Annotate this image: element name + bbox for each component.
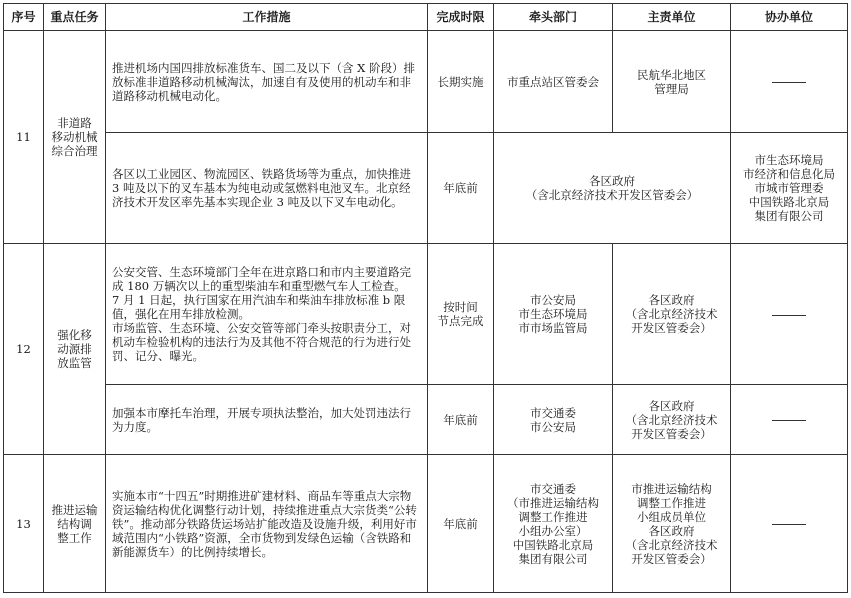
measure-cell: 实施本市“十四五”时期推进矿建材料、商品车等重点大宗物资运输结构优化调整行动计划，持续推进重点大宗货类“公转铁”。推动部分铁路货运场站扩能改造及设施升级，利用好市域范围内“小铁路”资源，全市货物到发绿色运输（含铁路和新能源货车）的比例持续增长。 bbox=[106, 455, 428, 593]
deadline-cell: 长期实施 bbox=[428, 31, 494, 133]
deadline-cell: 年底前 bbox=[428, 133, 494, 244]
measure-cell: 各区以工业园区、物流园区、铁路货场等为重点，加快推进 3 吨及以下的叉车基本为纯电动或氢燃料电池叉车。北京经济技术开发区率先基本实现企业 3 吨及以下叉车电动化。 bbox=[106, 133, 428, 244]
header-deadline: 完成时限 bbox=[428, 4, 494, 31]
assist-unit-cell bbox=[731, 385, 848, 455]
main-unit-cell: 市推进运输结构 调整工作推进 小组成员单位 各区政府 （含北京经济技术 开发区管委会） bbox=[613, 455, 731, 593]
dash-mark bbox=[772, 82, 806, 83]
seq-cell: 12 bbox=[4, 244, 44, 455]
seq-cell: 13 bbox=[4, 455, 44, 593]
header-row bbox=[4, 4, 848, 31]
measures-table bbox=[3, 3, 848, 593]
task-cell: 非道路 移动机械 综合治理 bbox=[44, 31, 106, 244]
lead-dept-cell: 市交通委 市公安局 bbox=[494, 385, 613, 455]
main-unit-cell: 各区政府 （含北京经济技术 开发区管委会） bbox=[613, 385, 731, 455]
lead-main-cell: 各区政府 （含北京经济技术开发区管委会） bbox=[494, 133, 731, 244]
deadline-cell: 年底前 bbox=[428, 385, 494, 455]
table-row-13 bbox=[4, 455, 848, 593]
header-assist-unit: 协办单位 bbox=[731, 4, 848, 31]
assist-unit-cell: 市生态环境局 市经济和信息化局 市城市管理委 中国铁路北京局 集团有限公司 bbox=[731, 133, 848, 244]
main-unit-cell: 民航华北地区 管理局 bbox=[613, 31, 731, 133]
header-task: 重点任务 bbox=[44, 4, 106, 31]
header-seq: 序号 bbox=[4, 4, 44, 31]
lead-dept-cell: 市公安局 市生态环境局 市市场监管局 bbox=[494, 244, 613, 385]
dash-mark bbox=[772, 420, 806, 421]
assist-unit-cell bbox=[731, 31, 848, 133]
task-cell: 推进运输 结构调 整工作 bbox=[44, 455, 106, 593]
table-row-12b bbox=[4, 385, 848, 455]
lead-dept-cell: 市交通委 （市推进运输结构 调整工作推进 小组办公室） 中国铁路北京局 集团有限公司 bbox=[494, 455, 613, 593]
main-unit-cell: 各区政府 （含北京经济技术 开发区管委会） bbox=[613, 244, 731, 385]
header-main-unit: 主责单位 bbox=[613, 4, 731, 31]
seq-cell: 11 bbox=[4, 31, 44, 244]
assist-unit-cell bbox=[731, 455, 848, 593]
header-measures: 工作措施 bbox=[106, 4, 428, 31]
deadline-cell: 年底前 bbox=[428, 455, 494, 593]
dash-mark bbox=[772, 315, 806, 316]
measure-cell: 公安交管、生态环境部门全年在进京路口和市内主要道路完成 180 万辆次以上的重型柴油车和重型燃气车人工检查。 7 月 1 日起，执行国家在用汽油车和柴油车排放标准 b 限值，强化在用车排放检测。 市场监管、生态环境、公安交管等部门牵头按职责分工，对机动车检验机构的违法行为及其他不符合规范的行为进行处罚、记分、曝光。 bbox=[106, 244, 428, 385]
lead-dept-cell: 市重点站区管委会 bbox=[494, 31, 613, 133]
table-row-11a bbox=[4, 31, 848, 133]
measure-cell: 推进机场内国四排放标准货车、国二及以下（含 X 阶段）排放标准非道路移动机械淘汰，加速自有及使用的机动车和非道路移动机械电动化。 bbox=[106, 31, 428, 133]
table-row-12a bbox=[4, 244, 848, 385]
header-lead-dept: 牵头部门 bbox=[494, 4, 613, 31]
dash-mark bbox=[772, 524, 806, 525]
task-cell: 强化移 动源排 放监管 bbox=[44, 244, 106, 455]
table-row-11b bbox=[4, 133, 848, 244]
deadline-cell: 按时间 节点完成 bbox=[428, 244, 494, 385]
measure-cell: 加强本市摩托车治理，开展专项执法整治，加大处罚违法行为力度。 bbox=[106, 385, 428, 455]
assist-unit-cell bbox=[731, 244, 848, 385]
